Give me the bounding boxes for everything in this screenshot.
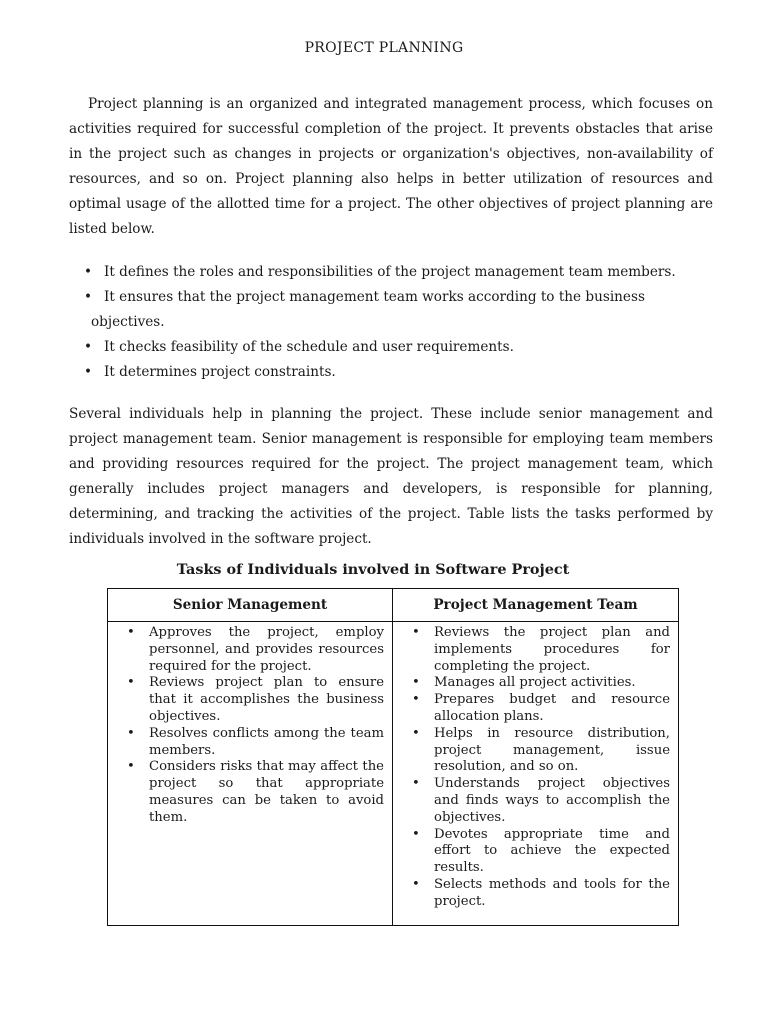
- list-item: • It checks feasibility of the schedule and user requirements.: [69, 335, 713, 360]
- column-header: Senior Management: [108, 589, 393, 622]
- list-item: • Helps in resource distribution, project management, issue resolution, and so on.: [412, 725, 670, 775]
- project-team-task-list: [393, 625, 670, 911]
- bullet-icon: •: [127, 625, 135, 640]
- list-item: • Resolves conflicts among the team members.: [127, 725, 384, 758]
- bullet-icon: •: [127, 675, 135, 691]
- list-item: • Approves the project, employ personnel, and provides resources required for the project.: [127, 625, 384, 674]
- list-item: • Reviews the project plan and implements procedures for completing the project.: [412, 625, 670, 674]
- table-row: [108, 622, 679, 926]
- list-item: • Devotes appropriate time and effort to achieve the expected results.: [412, 826, 670, 876]
- list-item: • Reviews project plan to ensure that it accomplishes the business objectives.: [127, 675, 384, 724]
- list-item: • Understands project objectives and finds ways to accomplish the objectives.: [412, 776, 670, 825]
- bullet-icon: •: [412, 876, 420, 892]
- bullet-icon: •: [127, 725, 135, 741]
- bullet-icon: •: [84, 289, 93, 305]
- bullet-icon: •: [412, 776, 420, 792]
- intro-paragraph: Project planning is an organized and integrated management process, which focuses on activities required for successful completion of the project. It prevents obstacles that arise in the project such as changes in projects or organization's objectives, non-availability of resources, and so on. Project planning also helps in better utilization of resources and optimal usage of the allotted time for a project. The other objectives of project planning are listed below.: [69, 96, 713, 237]
- page-title: PROJECT PLANNING: [304, 40, 464, 56]
- objectives-list: [69, 260, 713, 385]
- senior-management-task-list: [108, 625, 384, 827]
- column-header: Project Management Team: [393, 589, 679, 622]
- bullet-icon: •: [84, 264, 93, 280]
- list-item: • It defines the roles and responsibilities of the project management team members.: [69, 260, 713, 285]
- bullet-icon: •: [84, 364, 93, 380]
- table-header-row: [108, 589, 679, 622]
- table-cell-senior-management: [108, 622, 393, 926]
- list-item: • It determines project constraints.: [69, 360, 713, 385]
- bullet-icon: •: [412, 675, 420, 691]
- bullet-icon: •: [412, 725, 420, 741]
- table-caption: Tasks of Individuals involved in Software Project: [176, 561, 570, 578]
- table-cell-project-management-team: [393, 622, 679, 926]
- list-item: • Manages all project activities.: [412, 675, 636, 691]
- bullet-icon: •: [412, 625, 420, 640]
- bullet-icon: •: [412, 692, 420, 708]
- bullet-icon: •: [84, 339, 93, 355]
- list-item: • Prepares budget and resource allocation plans.: [412, 692, 670, 724]
- individuals-paragraph: Several individuals help in planning the project. These include senior management and project management team. Senior management is responsible for employing team members and providing resources required for the project. The project management team, which generally includes project managers and developers, is responsible for planning, determining, and tracking the activities of the project. Table lists the tasks performed by individuals involved in the software project.: [69, 406, 713, 547]
- bullet-icon: •: [127, 759, 135, 775]
- tasks-table: [107, 588, 679, 926]
- list-item: • Considers risks that may affect the project so that appropriate measures can be taken to avoid them.: [127, 759, 384, 825]
- list-item: • It ensures that the project management team works according to the business objectives.: [69, 285, 713, 335]
- list-item: • Selects methods and tools for the project.: [412, 876, 670, 909]
- bullet-icon: •: [412, 826, 420, 842]
